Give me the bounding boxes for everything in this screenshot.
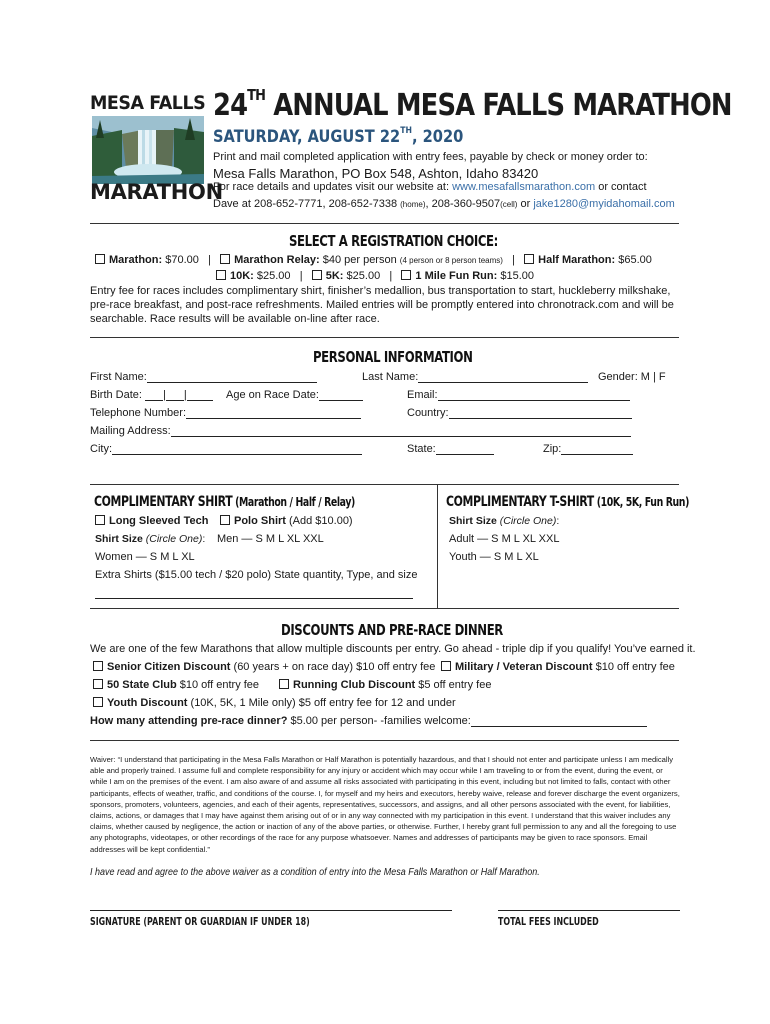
signature-label: SIGNATURE (PARENT OR GUARDIAN IF UNDER 18) xyxy=(90,915,310,928)
registration-row-2: 10K: $25.00 | 5K: $25.00 | 1 Mile Fun Run: $15.00 xyxy=(216,270,534,282)
logo-text-bottom: MARATHON xyxy=(90,180,223,204)
discounts-intro: We are one of the few Marathons that allow multiple discounts per entry. Go ahead - triple dip if you qualify! You’ve earned it. xyxy=(90,643,696,655)
tshirt-size-label: Shirt Size (Circle One): xyxy=(449,515,560,527)
long-sleeve-checkbox[interactable] xyxy=(95,515,105,525)
column-divider xyxy=(437,484,438,608)
divider xyxy=(90,608,679,609)
senior-discount-checkbox[interactable] xyxy=(93,661,103,671)
fee-info-line-2: pre-race breakfast, and post-race refreshments. Mailed entries will be promptly entered into chronotrack.com and will be xyxy=(90,299,674,311)
dinner-count-field[interactable]: How many attending pre-race dinner? $5.00 per person- -families welcome: xyxy=(90,715,647,727)
race-date: SATURDAY, AUGUST 22TH, 2020 xyxy=(213,126,464,147)
last-name-field[interactable]: Last Name: xyxy=(362,371,588,383)
5k-checkbox[interactable] xyxy=(312,270,322,280)
tshirt-size-adult[interactable]: Adult — S M L XL XXL xyxy=(449,533,560,545)
total-fees-label: TOTAL FEES INCLUDED xyxy=(498,915,599,928)
polo-option: Polo Shirt (Add $10.00) xyxy=(220,515,353,527)
country-field[interactable]: Country: xyxy=(407,407,632,419)
divider xyxy=(90,337,679,338)
birth-date-field[interactable]: Birth Date: | | xyxy=(90,389,213,401)
running-club-checkbox[interactable] xyxy=(279,679,289,689)
discounts-heading: DISCOUNTS AND PRE-RACE DINNER xyxy=(281,621,503,639)
mail-instructions: Print and mail completed application with entry fees, payable by check or money order to: xyxy=(213,151,648,163)
half-marathon-checkbox[interactable] xyxy=(524,254,534,264)
registration-heading: SELECT A REGISTRATION CHOICE: xyxy=(289,232,498,250)
contact-line: Dave at 208-652-7771, 208-652-7338 (home), 208-360-9507(cell) or jake1280@myidahomail.com xyxy=(213,198,675,210)
page-title: 24TH ANNUAL MESA FALLS MARATHON xyxy=(213,86,732,123)
email-field[interactable]: Email: xyxy=(407,389,630,401)
running-club-option: Running Club Discount $5 off entry fee xyxy=(279,679,491,691)
city-field[interactable]: City: xyxy=(90,443,362,455)
registration-row-1: Marathon: $70.00 | Marathon Relay: $40 per person (4 person or 8 person teams) | Half Marathon: $65.00 xyxy=(95,254,652,266)
logo-text-top: MESA FALLS xyxy=(90,92,206,114)
total-fees-line[interactable] xyxy=(498,910,680,911)
extra-shirts-line[interactable] xyxy=(95,598,413,599)
fee-info-line-1: Entry fee for races includes complimentary shirt, finisher’s medallion, bus transportation to start, huckleberry milkshake, xyxy=(90,285,671,297)
email-link[interactable]: jake1280@myidahomail.com xyxy=(533,198,675,210)
tshirt-size-youth[interactable]: Youth — S M L XL xyxy=(449,551,539,563)
fun-run-checkbox[interactable] xyxy=(401,270,411,280)
website-line: For race details and updates visit our website at: www.mesafallsmarathon.com or contact xyxy=(213,181,647,193)
relay-checkbox[interactable] xyxy=(220,254,230,264)
state-club-checkbox[interactable] xyxy=(93,679,103,689)
mailing-address: Mesa Falls Marathon, PO Box 548, Ashton, Idaho 83420 xyxy=(213,166,539,181)
military-discount-checkbox[interactable] xyxy=(441,661,451,671)
fee-info-line-3: searchable. Race results will be available on-line after race. xyxy=(90,313,380,325)
senior-discount-option: Senior Citizen Discount (60 years + on race day) $10 off entry fee xyxy=(93,661,435,673)
telephone-field[interactable]: Telephone Number: xyxy=(90,407,361,419)
personal-info-heading: PERSONAL INFORMATION xyxy=(313,348,473,366)
race-age-field[interactable]: Age on Race Date: xyxy=(226,389,363,401)
zip-field[interactable]: Zip: xyxy=(543,443,633,455)
military-discount-option: Military / Veteran Discount $10 off entry fee xyxy=(441,661,675,673)
tshirt-heading: COMPLIMENTARY T-SHIRT (10K, 5K, Fun Run) xyxy=(446,494,689,510)
youth-discount-option: Youth Discount (10K, 5K, 1 Mile only) $5 off entry fee for 12 and under xyxy=(93,697,456,709)
shirt-heading: COMPLIMENTARY SHIRT (Marathon / Half / Relay) xyxy=(94,494,355,510)
divider xyxy=(90,740,679,741)
extra-shirts-note: Extra Shirts ($15.00 tech / $20 polo) State quantity, Type, and size xyxy=(95,569,418,581)
10k-checkbox[interactable] xyxy=(216,270,226,280)
shirt-size-women[interactable]: Women — S M L XL xyxy=(95,551,195,563)
divider xyxy=(90,484,679,485)
signature-line[interactable] xyxy=(90,910,452,911)
waterfall-logo-image xyxy=(92,116,204,184)
website-link[interactable]: www.mesafallsmarathon.com xyxy=(452,181,596,193)
long-sleeve-option: Long Sleeved Tech xyxy=(95,515,208,527)
gender-selector[interactable]: Gender: M | F xyxy=(598,371,666,383)
polo-checkbox[interactable] xyxy=(220,515,230,525)
waiver-text: Waiver: “I understand that participating in the Mesa Falls Marathon or Half Marathon is potentially hazardous, and that I should not enter and participate unless I am medically able and properly trained. I assume full and complete responsibility for any injury or accident which may occur while I am traveling to or from the event, during the event, or while I am on the premises of the event. I am also aware of and assume all risks associated with participating in this event, including but not limited to falls, contact with other participants, effects of weather, traffic, and conditions of the course. I, for myself and my heirs and executors, hereby waive, release and forever discharge the event organizers, sponsors, promoters, volunteers, agencies, and each of their agents, representatives, successors, and assigns, and all other persons associated with the event, for liabilities, claims, actions, or damages that I may have against them arising out of or in any way connected with my participation in this event. I understand that this waiver includes any claims, whether caused by negligence, the action or inaction of any of the above parties, or otherwise. Further, I hereby grant full permission to any and all the foregoing to use any photographs, videotapes, or other recordings of the race for any purpose whatsoever. Names and addresses of participants may be given to race sponsors. Email addresses will be kept confidential.” xyxy=(90,755,680,854)
state-club-option: 50 State Club $10 off entry fee xyxy=(93,679,259,691)
divider xyxy=(90,223,679,224)
waiver-agreement: I have read and agree to the above waiver as a condition of entry into the Mesa Falls Marathon or Half Marathon. xyxy=(90,867,540,878)
mailing-address-field[interactable]: Mailing Address: xyxy=(90,425,631,437)
first-name-field[interactable]: First Name: xyxy=(90,371,317,383)
youth-discount-checkbox[interactable] xyxy=(93,697,103,707)
shirt-size-men[interactable]: Shirt Size (Circle One): Men — S M L XL XXL xyxy=(95,533,324,545)
marathon-checkbox[interactable] xyxy=(95,254,105,264)
state-field[interactable]: State: xyxy=(407,443,494,455)
